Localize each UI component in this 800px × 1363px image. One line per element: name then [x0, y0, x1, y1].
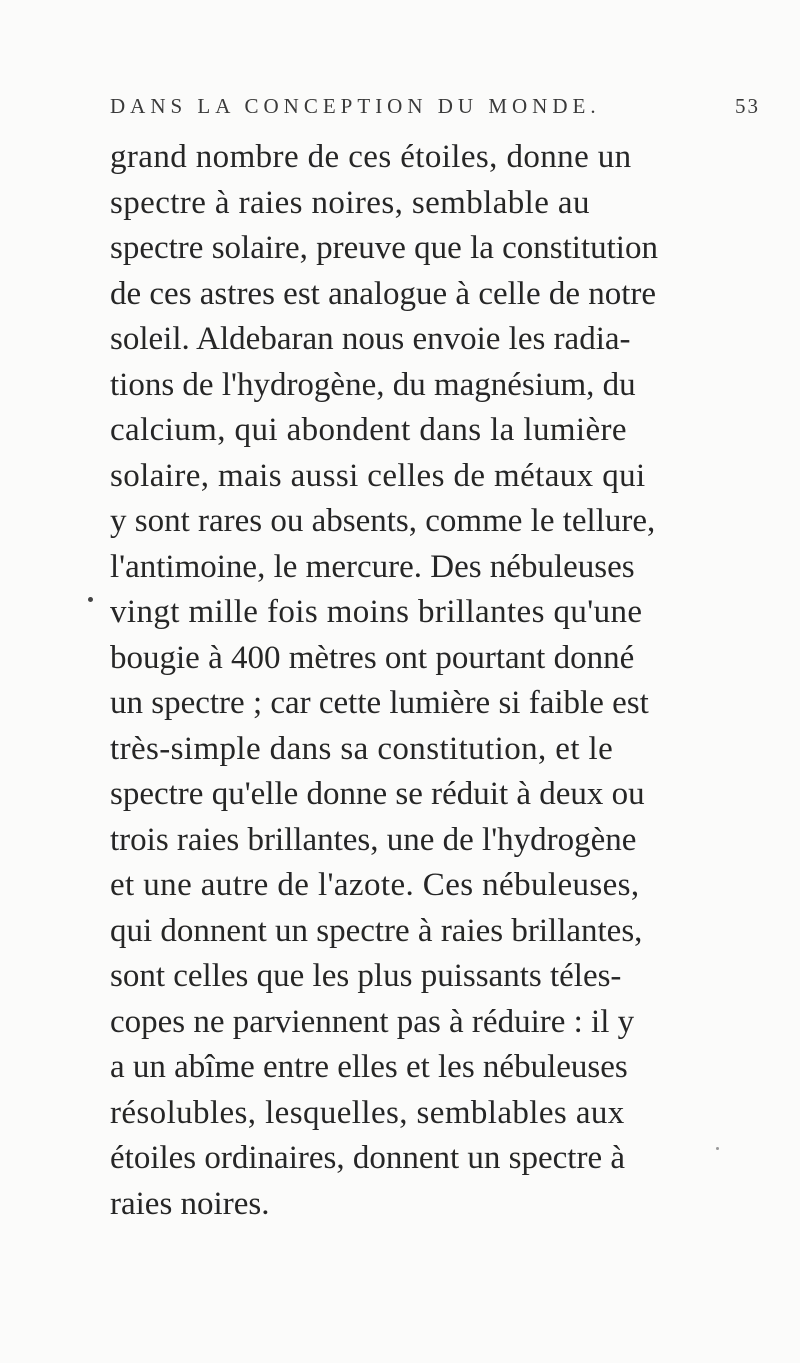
- text-line: bougie à 400 mètres ont pourtant donné: [110, 639, 635, 676]
- text-line: spectre qu'elle donne se réduit à deux ou: [110, 776, 645, 812]
- text-line: solaire, mais aussi celles de métaux qui: [110, 457, 646, 494]
- text-line: sont celles que les plus puissants téles-: [110, 958, 622, 994]
- text-line: tions de l'hydrogène, du magnésium, du: [110, 366, 636, 403]
- running-header: [110, 94, 760, 124]
- page-number: 53: [735, 94, 760, 118]
- margin-dot: [88, 597, 93, 602]
- text-line: calcium, qui abondent dans la lumière: [110, 412, 627, 448]
- text-line: et une autre de l'azote. Ces nébuleuses,: [110, 867, 640, 903]
- text-line: résolubles, lesquelles, semblables aux: [110, 1094, 625, 1131]
- text-line: grand nombre de ces étoiles, donne un: [110, 139, 632, 175]
- text-line: copes ne parviennent pas à réduire : il y: [110, 1003, 635, 1040]
- text-line: spectre à raies noires, semblable au: [110, 184, 590, 221]
- text-line: soleil. Aldebaran nous envoie les radia-: [110, 321, 631, 357]
- text-line: spectre solaire, preuve que la constitution: [110, 230, 658, 266]
- text-line: trois raies brillantes, une de l'hydrogène: [110, 821, 637, 858]
- text-line: y sont rares ou absents, comme le tellure,: [110, 503, 656, 539]
- text-line: très-simple dans sa constitution, et le: [110, 730, 614, 767]
- text-line: étoiles ordinaires, donnent un spectre à: [110, 1140, 625, 1176]
- body-paragraph: [110, 135, 770, 1227]
- text-line: de ces astres est analogue à celle de notre: [110, 275, 657, 312]
- text-line: qui donnent un spectre à raies brillantes,: [110, 912, 643, 949]
- text-line: raies noires.: [110, 1185, 270, 1222]
- text-line: a un abîme entre elles et les nébuleuses: [110, 1049, 628, 1085]
- text-line: un spectre ; car cette lumière si faible est: [110, 685, 649, 721]
- text-line: vingt mille fois moins brillantes qu'une: [110, 594, 643, 630]
- text-line: l'antimoine, le mercure. Des nébuleuses: [110, 548, 635, 585]
- running-title: DANS LA CONCEPTION DU MONDE.: [110, 94, 601, 118]
